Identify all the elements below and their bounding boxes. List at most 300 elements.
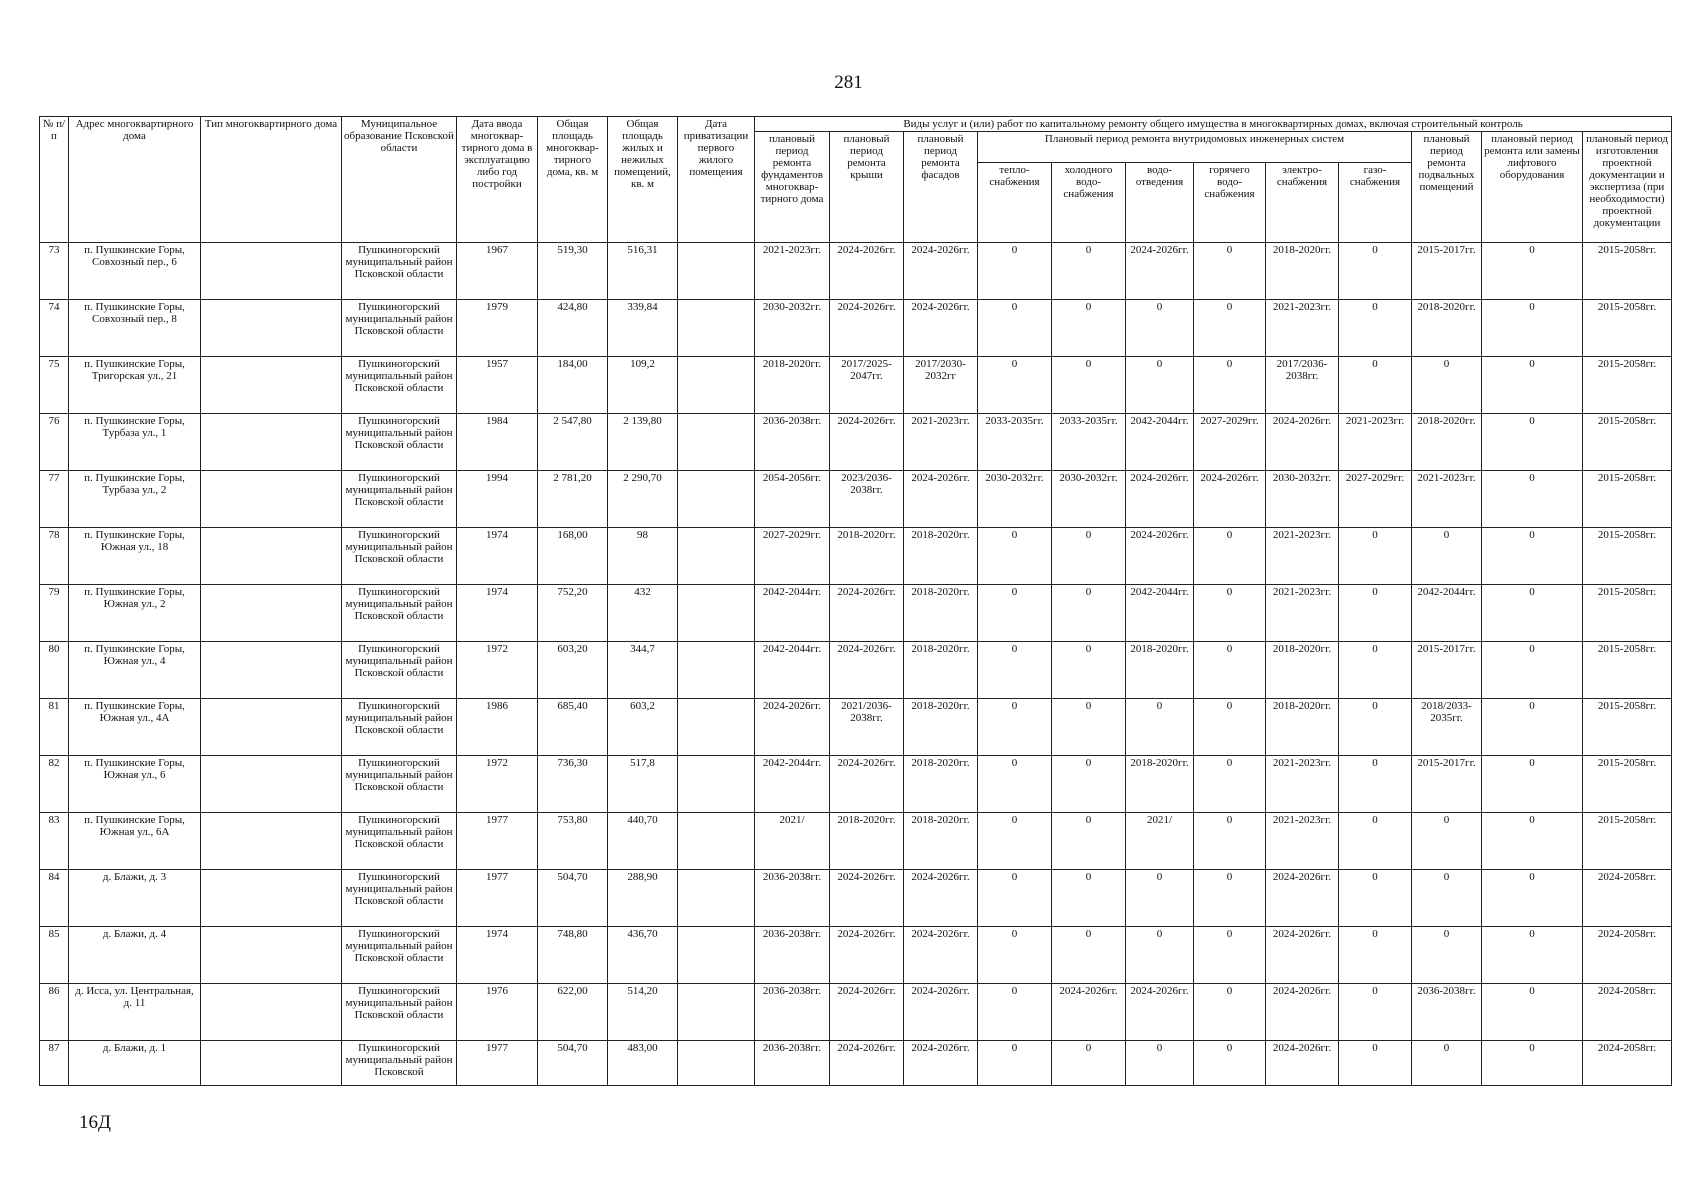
header-municipality: Муниципальное образование Псковской области xyxy=(342,117,457,243)
header-works-group: Виды услуг и (или) работ по капитальному ремонту общего имущества в многоквартирных домах, включая строительный контроль xyxy=(755,117,1672,132)
table-row xyxy=(40,642,1672,699)
total-area-cell: 752,20 xyxy=(538,585,608,642)
basement-cell: 2018/2033-2035гг. xyxy=(1412,699,1482,756)
living-area-cell: 603,2 xyxy=(608,699,678,756)
year-cell: 1957 xyxy=(457,357,538,414)
cold-water-cell: 2024-2026гг. xyxy=(1052,984,1126,1041)
row-number: 87 xyxy=(40,1041,69,1086)
header-roof: плановый период ремонта крыши xyxy=(830,132,904,243)
heat-cell: 0 xyxy=(978,927,1052,984)
living-area-cell: 440,70 xyxy=(608,813,678,870)
facade-cell: 2017/2030-2032гг xyxy=(904,357,978,414)
header-design: плановый период изготовления проектной документации и экспертиза (при необходимости) проектной документации xyxy=(1583,132,1672,243)
cold-water-cell: 0 xyxy=(1052,1041,1126,1086)
municipality-cell: Пушкиногорский муниципальный район Псковской области xyxy=(342,414,457,471)
design-cell: 2015-2058гг. xyxy=(1583,756,1672,813)
year-cell: 1967 xyxy=(457,243,538,300)
bottom-mark: 16Д xyxy=(79,1112,111,1133)
design-cell: 2015-2058гг. xyxy=(1583,642,1672,699)
cold-water-cell: 0 xyxy=(1052,756,1126,813)
gas-cell: 0 xyxy=(1339,357,1412,414)
design-cell: 2015-2058гг. xyxy=(1583,300,1672,357)
header-type: Тип многоквартирного дома xyxy=(201,117,342,243)
gas-cell: 0 xyxy=(1339,585,1412,642)
electric-cell: 2024-2026гг. xyxy=(1266,1041,1339,1086)
total-area-cell: 2 547,80 xyxy=(538,414,608,471)
row-number: 76 xyxy=(40,414,69,471)
total-area-cell: 603,20 xyxy=(538,642,608,699)
elevator-cell: 0 xyxy=(1482,357,1583,414)
roof-cell: 2023/2036-2038гг. xyxy=(830,471,904,528)
drainage-cell: 0 xyxy=(1126,1041,1194,1086)
municipality-cell: Пушкиногорский муниципальный район Псковской области xyxy=(342,300,457,357)
heat-cell: 2030-2032гг. xyxy=(978,471,1052,528)
row-number: 83 xyxy=(40,813,69,870)
roof-cell: 2024-2026гг. xyxy=(830,927,904,984)
foundation-cell: 2042-2044гг. xyxy=(755,642,830,699)
basement-cell: 2018-2020гг. xyxy=(1412,300,1482,357)
total-area-cell: 736,30 xyxy=(538,756,608,813)
facade-cell: 2018-2020гг. xyxy=(904,813,978,870)
table-body xyxy=(40,243,1672,1086)
year-cell: 1977 xyxy=(457,870,538,927)
capital-repair-table xyxy=(39,116,1672,1086)
type-cell xyxy=(201,243,342,300)
year-cell: 1986 xyxy=(457,699,538,756)
foundation-cell: 2054-2056гг. xyxy=(755,471,830,528)
hot-water-cell: 2027-2029гг. xyxy=(1194,414,1266,471)
electric-cell: 2021-2023гг. xyxy=(1266,528,1339,585)
municipality-cell: Пушкиногорский муниципальный район Псковской области xyxy=(342,528,457,585)
table-row xyxy=(40,699,1672,756)
facade-cell: 2024-2026гг. xyxy=(904,927,978,984)
facade-cell: 2018-2020гг. xyxy=(904,642,978,699)
drainage-cell: 2024-2026гг. xyxy=(1126,471,1194,528)
municipality-cell: Пушкиногорский муниципальный район Псковской области xyxy=(342,699,457,756)
row-number: 74 xyxy=(40,300,69,357)
address-cell: п. Пушкинские Горы, Тригорская ул., 21 xyxy=(69,357,201,414)
header-total-area: Общая площадь многоквар-тирного дома, кв. м xyxy=(538,117,608,243)
foundation-cell: 2036-2038гг. xyxy=(755,1041,830,1086)
roof-cell: 2024-2026гг. xyxy=(830,1041,904,1086)
gas-cell: 0 xyxy=(1339,528,1412,585)
row-number: 79 xyxy=(40,585,69,642)
cold-water-cell: 0 xyxy=(1052,243,1126,300)
foundation-cell: 2027-2029гг. xyxy=(755,528,830,585)
roof-cell: 2024-2026гг. xyxy=(830,243,904,300)
cold-water-cell: 0 xyxy=(1052,927,1126,984)
foundation-cell: 2042-2044гг. xyxy=(755,585,830,642)
design-cell: 2015-2058гг. xyxy=(1583,585,1672,642)
year-cell: 1976 xyxy=(457,984,538,1041)
electric-cell: 2021-2023гг. xyxy=(1266,813,1339,870)
header-privatization: Дата приватизации первого жилого помещения xyxy=(678,117,755,243)
table-row xyxy=(40,756,1672,813)
heat-cell: 0 xyxy=(978,984,1052,1041)
facade-cell: 2018-2020гг. xyxy=(904,585,978,642)
roof-cell: 2024-2026гг. xyxy=(830,984,904,1041)
privatization-cell xyxy=(678,927,755,984)
drainage-cell: 0 xyxy=(1126,699,1194,756)
total-area-cell: 2 781,20 xyxy=(538,471,608,528)
foundation-cell: 2018-2020гг. xyxy=(755,357,830,414)
drainage-cell: 2042-2044гг. xyxy=(1126,414,1194,471)
address-cell: п. Пушкинские Горы, Южная ул., 2 xyxy=(69,585,201,642)
foundation-cell: 2036-2038гг. xyxy=(755,414,830,471)
total-area-cell: 424,80 xyxy=(538,300,608,357)
year-cell: 1974 xyxy=(457,528,538,585)
gas-cell: 0 xyxy=(1339,984,1412,1041)
type-cell xyxy=(201,699,342,756)
elevator-cell: 0 xyxy=(1482,414,1583,471)
municipality-cell: Пушкиногорский муниципальный район Псковской области xyxy=(342,756,457,813)
living-area-cell: 432 xyxy=(608,585,678,642)
privatization-cell xyxy=(678,300,755,357)
elevator-cell: 0 xyxy=(1482,243,1583,300)
gas-cell: 0 xyxy=(1339,1041,1412,1086)
roof-cell: 2024-2026гг. xyxy=(830,300,904,357)
elevator-cell: 0 xyxy=(1482,984,1583,1041)
gas-cell: 0 xyxy=(1339,243,1412,300)
address-cell: п. Пушкинские Горы, Южная ул., 18 xyxy=(69,528,201,585)
privatization-cell xyxy=(678,357,755,414)
electric-cell: 2018-2020гг. xyxy=(1266,243,1339,300)
privatization-cell xyxy=(678,984,755,1041)
row-number: 84 xyxy=(40,870,69,927)
elevator-cell: 0 xyxy=(1482,756,1583,813)
privatization-cell xyxy=(678,585,755,642)
year-cell: 1972 xyxy=(457,756,538,813)
privatization-cell xyxy=(678,642,755,699)
hot-water-cell: 0 xyxy=(1194,528,1266,585)
header-date: Дата ввода многоквар-тирного дома в эксплуатацию либо год постройки xyxy=(457,117,538,243)
living-area-cell: 483,00 xyxy=(608,1041,678,1086)
electric-cell: 2024-2026гг. xyxy=(1266,984,1339,1041)
address-cell: д. Блажи, д. 1 xyxy=(69,1041,201,1086)
drainage-cell: 0 xyxy=(1126,927,1194,984)
foundation-cell: 2021/ xyxy=(755,813,830,870)
total-area-cell: 685,40 xyxy=(538,699,608,756)
gas-cell: 0 xyxy=(1339,300,1412,357)
heat-cell: 0 xyxy=(978,1041,1052,1086)
type-cell xyxy=(201,984,342,1041)
design-cell: 2015-2058гг. xyxy=(1583,528,1672,585)
row-number: 75 xyxy=(40,357,69,414)
row-number: 82 xyxy=(40,756,69,813)
table-row xyxy=(40,528,1672,585)
heat-cell: 0 xyxy=(978,756,1052,813)
privatization-cell xyxy=(678,870,755,927)
table-row xyxy=(40,1041,1672,1086)
roof-cell: 2024-2026гг. xyxy=(830,642,904,699)
roof-cell: 2018-2020гг. xyxy=(830,813,904,870)
municipality-cell: Пушкиногорский муниципальный район Псковской области xyxy=(342,984,457,1041)
heat-cell: 0 xyxy=(978,528,1052,585)
heat-cell: 0 xyxy=(978,300,1052,357)
municipality-cell: Пушкиногорский муниципальный район Псковской области xyxy=(342,813,457,870)
row-number: 80 xyxy=(40,642,69,699)
drainage-cell: 0 xyxy=(1126,357,1194,414)
header-heat: тепло-снабжения xyxy=(978,162,1052,242)
type-cell xyxy=(201,1041,342,1086)
header-gas: газо-снабжения xyxy=(1339,162,1412,242)
year-cell: 1979 xyxy=(457,300,538,357)
facade-cell: 2024-2026гг. xyxy=(904,1041,978,1086)
cold-water-cell: 0 xyxy=(1052,870,1126,927)
design-cell: 2015-2058гг. xyxy=(1583,813,1672,870)
total-area-cell: 753,80 xyxy=(538,813,608,870)
foundation-cell: 2030-2032гг. xyxy=(755,300,830,357)
living-area-cell: 517,8 xyxy=(608,756,678,813)
basement-cell: 0 xyxy=(1412,927,1482,984)
design-cell: 2024-2058гг. xyxy=(1583,984,1672,1041)
basement-cell: 0 xyxy=(1412,813,1482,870)
cold-water-cell: 2033-2035гг. xyxy=(1052,414,1126,471)
facade-cell: 2018-2020гг. xyxy=(904,699,978,756)
cold-water-cell: 0 xyxy=(1052,300,1126,357)
basement-cell: 0 xyxy=(1412,528,1482,585)
facade-cell: 2024-2026гг. xyxy=(904,471,978,528)
header-num: № п/п xyxy=(40,117,69,243)
total-area-cell: 622,00 xyxy=(538,984,608,1041)
header-foundation: плановый период ремонта фундаментов многоквар-тирного дома xyxy=(755,132,830,243)
heat-cell: 0 xyxy=(978,243,1052,300)
design-cell: 2024-2058гг. xyxy=(1583,927,1672,984)
total-area-cell: 168,00 xyxy=(538,528,608,585)
design-cell: 2015-2058гг. xyxy=(1583,357,1672,414)
facade-cell: 2018-2020гг. xyxy=(904,756,978,813)
facade-cell: 2021-2023гг. xyxy=(904,414,978,471)
address-cell: п. Пушкинские Горы, Южная ул., 6А xyxy=(69,813,201,870)
municipality-cell: Пушкиногорский муниципальный район Псковской области xyxy=(342,357,457,414)
header-living-area: Общая площадь жилых и нежилых помещений, кв. м xyxy=(608,117,678,243)
hot-water-cell: 0 xyxy=(1194,699,1266,756)
gas-cell: 0 xyxy=(1339,813,1412,870)
gas-cell: 0 xyxy=(1339,699,1412,756)
roof-cell: 2024-2026гг. xyxy=(830,414,904,471)
hot-water-cell: 0 xyxy=(1194,756,1266,813)
hot-water-cell: 0 xyxy=(1194,585,1266,642)
cold-water-cell: 0 xyxy=(1052,528,1126,585)
hot-water-cell: 0 xyxy=(1194,870,1266,927)
gas-cell: 0 xyxy=(1339,642,1412,699)
electric-cell: 2018-2020гг. xyxy=(1266,699,1339,756)
type-cell xyxy=(201,870,342,927)
facade-cell: 2024-2026гг. xyxy=(904,243,978,300)
table-row xyxy=(40,471,1672,528)
year-cell: 1972 xyxy=(457,642,538,699)
total-area-cell: 519,30 xyxy=(538,243,608,300)
municipality-cell: Пушкиногорский муниципальный район Псковской xyxy=(342,1041,457,1086)
living-area-cell: 339,84 xyxy=(608,300,678,357)
drainage-cell: 2024-2026гг. xyxy=(1126,984,1194,1041)
facade-cell: 2024-2026гг. xyxy=(904,300,978,357)
row-number: 86 xyxy=(40,984,69,1041)
address-cell: п. Пушкинские Горы, Южная ул., 6 xyxy=(69,756,201,813)
living-area-cell: 109,2 xyxy=(608,357,678,414)
elevator-cell: 0 xyxy=(1482,300,1583,357)
table-row xyxy=(40,357,1672,414)
basement-cell: 2036-2038гг. xyxy=(1412,984,1482,1041)
heat-cell: 2033-2035гг. xyxy=(978,414,1052,471)
year-cell: 1977 xyxy=(457,1041,538,1086)
design-cell: 2015-2058гг. xyxy=(1583,414,1672,471)
type-cell xyxy=(201,585,342,642)
type-cell xyxy=(201,528,342,585)
drainage-cell: 2018-2020гг. xyxy=(1126,642,1194,699)
roof-cell: 2018-2020гг. xyxy=(830,528,904,585)
cold-water-cell: 0 xyxy=(1052,357,1126,414)
hot-water-cell: 0 xyxy=(1194,813,1266,870)
basement-cell: 2021-2023гг. xyxy=(1412,471,1482,528)
row-number: 81 xyxy=(40,699,69,756)
privatization-cell xyxy=(678,243,755,300)
municipality-cell: Пушкиногорский муниципальный район Псковской области xyxy=(342,927,457,984)
heat-cell: 0 xyxy=(978,870,1052,927)
living-area-cell: 516,31 xyxy=(608,243,678,300)
total-area-cell: 748,80 xyxy=(538,927,608,984)
elevator-cell: 0 xyxy=(1482,699,1583,756)
elevator-cell: 0 xyxy=(1482,1041,1583,1086)
total-area-cell: 504,70 xyxy=(538,1041,608,1086)
privatization-cell xyxy=(678,471,755,528)
facade-cell: 2024-2026гг. xyxy=(904,984,978,1041)
electric-cell: 2021-2023гг. xyxy=(1266,756,1339,813)
design-cell: 2015-2058гг. xyxy=(1583,471,1672,528)
elevator-cell: 0 xyxy=(1482,870,1583,927)
elevator-cell: 0 xyxy=(1482,813,1583,870)
table-row xyxy=(40,243,1672,300)
municipality-cell: Пушкиногорский муниципальный район Псковской области xyxy=(342,471,457,528)
heat-cell: 0 xyxy=(978,699,1052,756)
year-cell: 1974 xyxy=(457,585,538,642)
cold-water-cell: 0 xyxy=(1052,699,1126,756)
electric-cell: 2024-2026гг. xyxy=(1266,414,1339,471)
hot-water-cell: 0 xyxy=(1194,642,1266,699)
foundation-cell: 2036-2038гг. xyxy=(755,984,830,1041)
elevator-cell: 0 xyxy=(1482,585,1583,642)
year-cell: 1994 xyxy=(457,471,538,528)
type-cell xyxy=(201,756,342,813)
table-row xyxy=(40,585,1672,642)
electric-cell: 2021-2023гг. xyxy=(1266,585,1339,642)
address-cell: п. Пушкинские Горы, Совхозный пер., 8 xyxy=(69,300,201,357)
privatization-cell xyxy=(678,414,755,471)
basement-cell: 0 xyxy=(1412,357,1482,414)
cold-water-cell: 0 xyxy=(1052,642,1126,699)
header-cold-water: холодного водо-снабжения xyxy=(1052,162,1126,242)
gas-cell: 0 xyxy=(1339,927,1412,984)
address-cell: д. Исса, ул. Центральная, д. 11 xyxy=(69,984,201,1041)
foundation-cell: 2021-2023гг. xyxy=(755,243,830,300)
type-cell xyxy=(201,813,342,870)
drainage-cell: 2018-2020гг. xyxy=(1126,756,1194,813)
drainage-cell: 2024-2026гг. xyxy=(1126,243,1194,300)
address-cell: п. Пушкинские Горы, Совхозный пер., 6 xyxy=(69,243,201,300)
living-area-cell: 288,90 xyxy=(608,870,678,927)
header-facade: плановый период ремонта фасадов xyxy=(904,132,978,243)
address-cell: п. Пушкинские Горы, Южная ул., 4 xyxy=(69,642,201,699)
privatization-cell xyxy=(678,1041,755,1086)
type-cell xyxy=(201,357,342,414)
design-cell: 2024-2058гг. xyxy=(1583,1041,1672,1086)
roof-cell: 2024-2026гг. xyxy=(830,585,904,642)
privatization-cell xyxy=(678,699,755,756)
header-drainage: водо-отведения xyxy=(1126,162,1194,242)
roof-cell: 2024-2026гг. xyxy=(830,870,904,927)
municipality-cell: Пушкиногорский муниципальный район Псковской области xyxy=(342,642,457,699)
living-area-cell: 344,7 xyxy=(608,642,678,699)
cold-water-cell: 2030-2032гг. xyxy=(1052,471,1126,528)
living-area-cell: 514,20 xyxy=(608,984,678,1041)
privatization-cell xyxy=(678,813,755,870)
row-number: 77 xyxy=(40,471,69,528)
type-cell xyxy=(201,471,342,528)
heat-cell: 0 xyxy=(978,642,1052,699)
address-cell: д. Блажи, д. 4 xyxy=(69,927,201,984)
drainage-cell: 0 xyxy=(1126,870,1194,927)
hot-water-cell: 0 xyxy=(1194,243,1266,300)
living-area-cell: 436,70 xyxy=(608,927,678,984)
privatization-cell xyxy=(678,528,755,585)
foundation-cell: 2036-2038гг. xyxy=(755,927,830,984)
row-number: 85 xyxy=(40,927,69,984)
municipality-cell: Пушкиногорский муниципальный район Псковской области xyxy=(342,243,457,300)
hot-water-cell: 0 xyxy=(1194,927,1266,984)
header-systems-group: Плановый период ремонта внутридомовых инженерных систем xyxy=(978,132,1412,163)
electric-cell: 2017/2036-2038гг. xyxy=(1266,357,1339,414)
living-area-cell: 98 xyxy=(608,528,678,585)
gas-cell: 0 xyxy=(1339,870,1412,927)
header-electric: электро-снабжения xyxy=(1266,162,1339,242)
roof-cell: 2024-2026гг. xyxy=(830,756,904,813)
address-cell: п. Пушкинские Горы, Турбаза ул., 1 xyxy=(69,414,201,471)
foundation-cell: 2042-2044гг. xyxy=(755,756,830,813)
living-area-cell: 2 290,70 xyxy=(608,471,678,528)
table-row xyxy=(40,984,1672,1041)
elevator-cell: 0 xyxy=(1482,642,1583,699)
gas-cell: 0 xyxy=(1339,756,1412,813)
electric-cell: 2024-2026гг. xyxy=(1266,927,1339,984)
privatization-cell xyxy=(678,756,755,813)
hot-water-cell: 2024-2026гг. xyxy=(1194,471,1266,528)
hot-water-cell: 0 xyxy=(1194,1041,1266,1086)
type-cell xyxy=(201,414,342,471)
facade-cell: 2018-2020гг. xyxy=(904,528,978,585)
electric-cell: 2018-2020гг. xyxy=(1266,642,1339,699)
table-row xyxy=(40,414,1672,471)
year-cell: 1984 xyxy=(457,414,538,471)
hot-water-cell: 0 xyxy=(1194,357,1266,414)
facade-cell: 2024-2026гг. xyxy=(904,870,978,927)
page-number: 281 xyxy=(834,72,863,93)
hot-water-cell: 0 xyxy=(1194,984,1266,1041)
address-cell: д. Блажи, д. 3 xyxy=(69,870,201,927)
roof-cell: 2021/2036-2038гг. xyxy=(830,699,904,756)
drainage-cell: 2042-2044гг. xyxy=(1126,585,1194,642)
foundation-cell: 2036-2038гг. xyxy=(755,870,830,927)
cold-water-cell: 0 xyxy=(1052,585,1126,642)
total-area-cell: 184,00 xyxy=(538,357,608,414)
elevator-cell: 0 xyxy=(1482,927,1583,984)
total-area-cell: 504,70 xyxy=(538,870,608,927)
row-number: 73 xyxy=(40,243,69,300)
header-elevator: плановый период ремонта или замены лифтового оборудования xyxy=(1482,132,1583,243)
table-row xyxy=(40,870,1672,927)
design-cell: 2024-2058гг. xyxy=(1583,870,1672,927)
heat-cell: 0 xyxy=(978,357,1052,414)
basement-cell: 2015-2017гг. xyxy=(1412,642,1482,699)
